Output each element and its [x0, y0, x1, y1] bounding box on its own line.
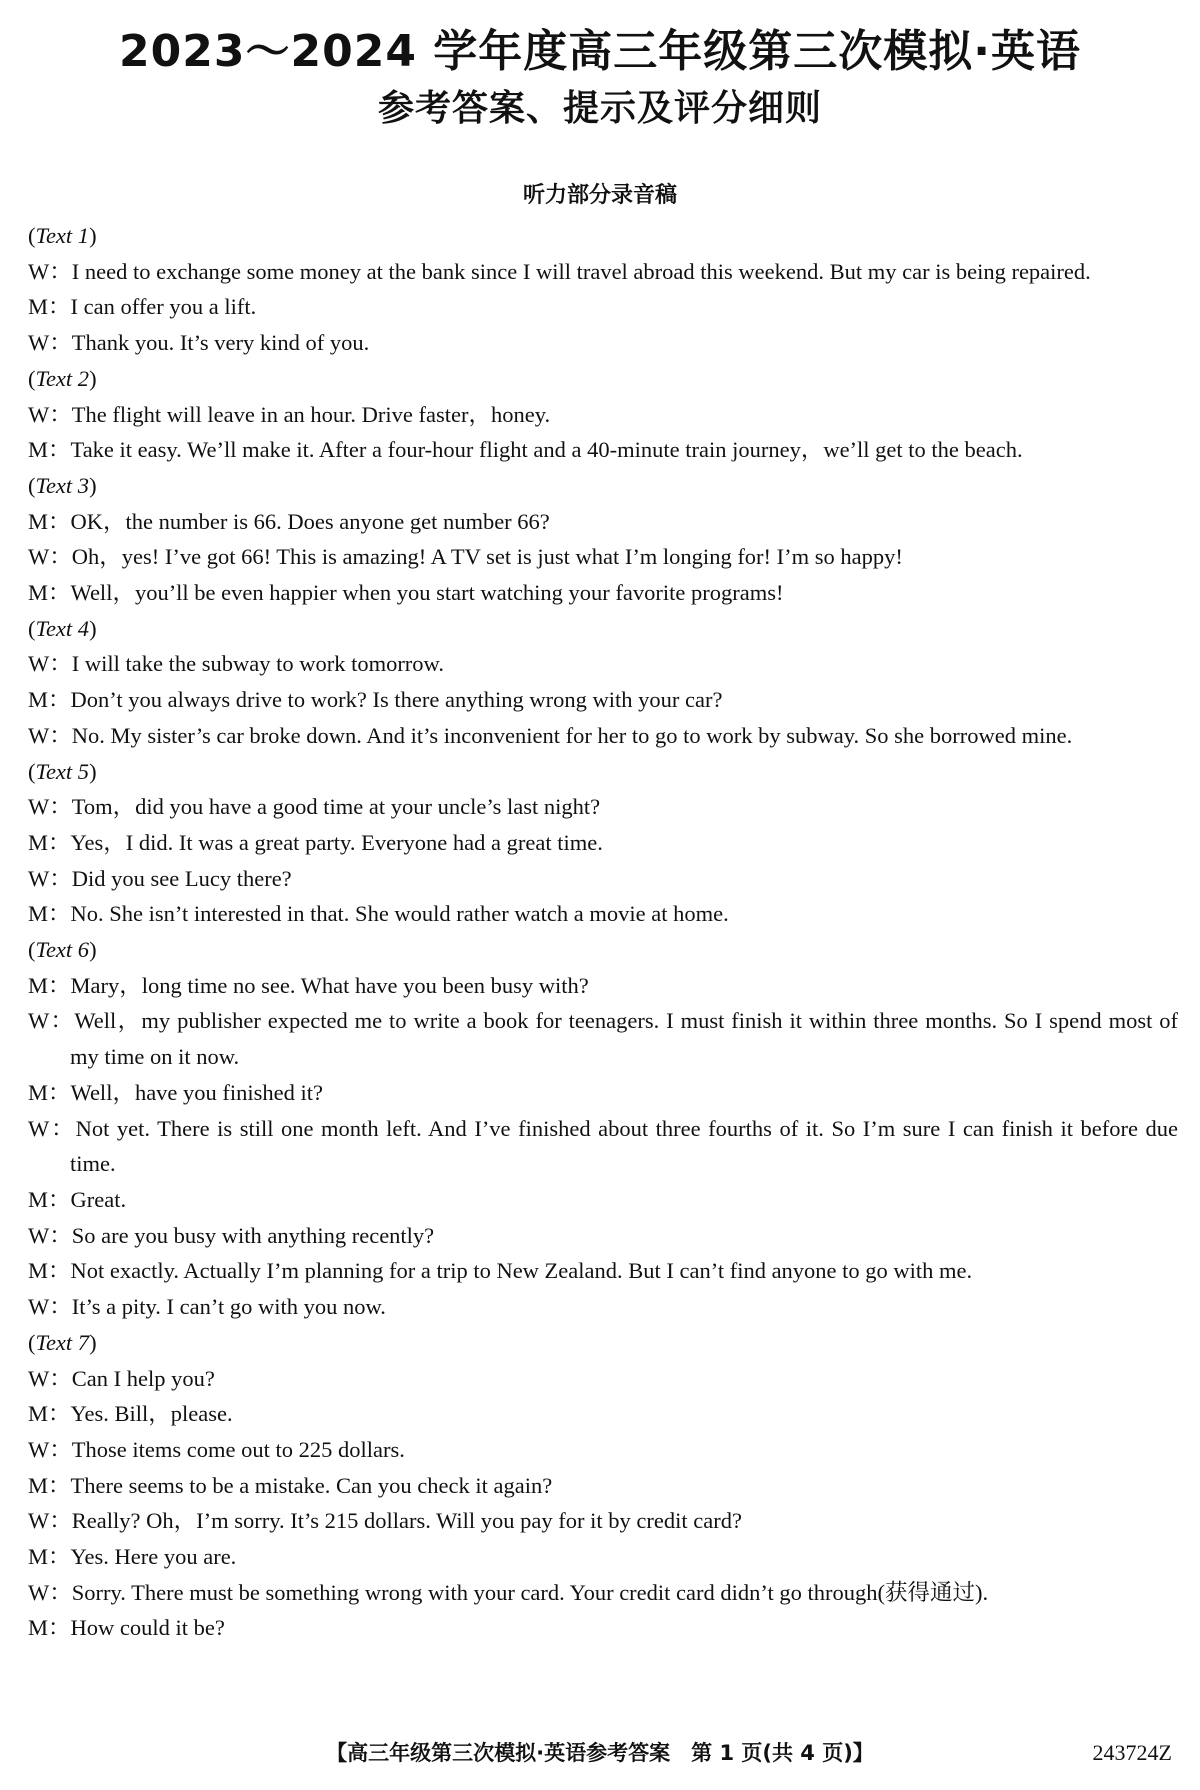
- text-section-label-text: Text 6: [35, 937, 90, 963]
- speaker-label: W：: [28, 1294, 72, 1320]
- dialogue-text: Well，have you finished it?: [70, 1079, 324, 1105]
- dialogue-text: Not yet. There is still one month left. And I’ve finished about three fourths of it. So I’m sure I can finish it before due time.: [70, 1115, 1178, 1177]
- speaker-label: M：: [28, 829, 71, 855]
- dialogue-text: The flight will leave in an hour. Drive faster，honey.: [71, 401, 551, 427]
- dialogue-text: There seems to be a mistake. Can you check it again?: [70, 1472, 553, 1498]
- dialogue-line: [28, 789, 1178, 825]
- dialogue-line: [28, 397, 1178, 433]
- speaker-label: W：: [28, 1436, 72, 1462]
- dialogue-line: [28, 1503, 1178, 1539]
- dialogue-text: Oh，yes! I’ve got 66! This is amazing! A TV set is just what I’m longing for! I’m so happy!: [71, 544, 903, 570]
- speaker-label: W：: [28, 258, 72, 284]
- dialogue-line: [28, 325, 1178, 361]
- dialogue-line: [28, 289, 1178, 325]
- text-section-label-text: Text 5: [35, 758, 90, 784]
- dialogue-text: Take it easy. We’ll make it. After a four-hour flight and a 40-minute train journey，we’ll get to the beach.: [70, 437, 1023, 463]
- dialogue-text: Well，my publisher expected me to write a book for teenagers. I must finish it within three months. So I spend most of my time on it now.: [70, 1008, 1178, 1070]
- dialogue-line: [28, 1610, 1178, 1646]
- speaker-label: M：: [28, 687, 71, 713]
- dialogue-line: [28, 1432, 1178, 1468]
- speaker-label: W：: [28, 651, 72, 677]
- text-section-label: (Text 1): [28, 223, 97, 248]
- speaker-label: W：: [28, 544, 72, 570]
- speaker-label: M：: [28, 1472, 71, 1498]
- speaker-label: M：: [28, 901, 71, 927]
- speaker-label: W：: [28, 1222, 72, 1248]
- dialogue-line: [28, 504, 1178, 540]
- dialogue-line: [28, 968, 1178, 1004]
- dialogue-line: [28, 718, 1178, 754]
- text-section-label: (Text 3): [28, 472, 97, 498]
- text-section-label: (Text 7): [28, 1329, 97, 1355]
- dialogue-text: Well，you’ll be even happier when you start watching your favorite programs!: [70, 580, 784, 606]
- speaker-label: M：: [28, 1401, 71, 1427]
- transcript-body: [28, 218, 1178, 1646]
- dialogue-text: Don’t you always drive to work? Is there anything wrong with your car?: [70, 687, 723, 713]
- speaker-label: W：: [28, 1508, 72, 1534]
- dialogue-line: [28, 896, 1178, 932]
- speaker-label: M：: [28, 1258, 71, 1284]
- dialogue-text: Did you see Lucy there?: [71, 865, 292, 891]
- dialogue-text: No. My sister’s car broke down. And it’s inconvenient for her to go to work by subway. So she borrowed mine.: [71, 722, 1073, 748]
- dialogue-line: [28, 1182, 1178, 1218]
- page-subtitle: 参考答案、提示及评分细则: [377, 88, 822, 129]
- speaker-label: M：: [28, 580, 71, 606]
- dialogue-text: Those items come out to 225 dollars.: [71, 1436, 405, 1462]
- dialogue-line: [28, 254, 1178, 290]
- dialogue-line: [28, 1075, 1178, 1111]
- dialogue-line: [28, 575, 1178, 611]
- speaker-label: W：: [28, 1115, 76, 1141]
- dialogue-text: Sorry. There must be something wrong with your card. Your credit card didn’t go through(获得通过).: [71, 1579, 989, 1605]
- dialogue-line: [28, 1575, 1178, 1611]
- text-section-label: (Text 2): [28, 365, 97, 391]
- speaker-label: W：: [28, 794, 72, 820]
- text-section-label-text: Text 7: [35, 1329, 90, 1355]
- speaker-label: W：: [28, 330, 72, 356]
- dialogue-text: How could it be?: [70, 1615, 225, 1641]
- speaker-label: M：: [28, 1186, 71, 1212]
- speaker-label: M：: [28, 1544, 71, 1570]
- page-footer: [0, 1737, 1200, 1769]
- speaker-label: M：: [28, 1079, 71, 1105]
- dialogue-line: [28, 825, 1178, 861]
- dialogue-text: Thank you. It’s very kind of you.: [71, 330, 370, 356]
- dialogue-text: Not exactly. Actually I’m planning for a trip to New Zealand. But I can’t find anyone to go with me.: [70, 1258, 973, 1284]
- footer-doc-code: 243724Z: [1092, 1740, 1172, 1765]
- speaker-label: M：: [28, 1615, 71, 1641]
- speaker-label: W：: [28, 1579, 72, 1605]
- dialogue-line: [28, 646, 1178, 682]
- section-heading: 听力部分录音稿: [522, 183, 677, 208]
- speaker-label: W：: [28, 1008, 75, 1034]
- dialogue-text: I need to exchange some money at the bank since I will travel abroad this weekend. But my car is being repaired.: [71, 258, 1091, 284]
- text-section-label-text: Text 3: [35, 472, 90, 498]
- dialogue-text: I will take the subway to work tomorrow.: [71, 651, 444, 677]
- dialogue-text: No. She isn’t interested in that. She would rather watch a movie at home.: [70, 901, 729, 927]
- dialogue-text: Mary，long time no see. What have you been busy with?: [70, 972, 589, 998]
- text-section-label: (Text 5): [28, 758, 97, 784]
- speaker-label: W：: [28, 1365, 72, 1391]
- dialogue-text: Yes. Bill，please.: [70, 1401, 233, 1427]
- dialogue-text: Really? Oh，I’m sorry. It’s 215 dollars. Will you pay for it by credit card?: [71, 1508, 742, 1534]
- dialogue-text: Can I help you?: [71, 1365, 215, 1391]
- footer-page-info: 【高三年级第三次模拟·英语参考答案 第 1 页(共 4 页)】: [326, 1741, 874, 1765]
- speaker-label: W：: [28, 401, 72, 427]
- text-section-label-text: Text 4: [35, 615, 90, 641]
- dialogue-line: [28, 1253, 1178, 1289]
- speaker-label: W：: [28, 722, 72, 748]
- dialogue-line: [28, 432, 1178, 468]
- dialogue-text: Tom，did you have a good time at your uncle’s last night?: [71, 794, 601, 820]
- dialogue-line: [28, 1289, 1178, 1325]
- dialogue-line: [28, 682, 1178, 718]
- speaker-label: M：: [28, 972, 71, 998]
- dialogue-line: [28, 861, 1178, 897]
- dialogue-text: Yes. Here you are.: [70, 1544, 237, 1570]
- dialogue-text: Yes，I did. It was a great party. Everyone had a great time.: [70, 829, 603, 855]
- dialogue-text: Great.: [70, 1186, 127, 1212]
- dialogue-line: [28, 1111, 1178, 1182]
- dialogue-line: [28, 1361, 1178, 1397]
- dialogue-text: It’s a pity. I can’t go with you now.: [71, 1294, 386, 1320]
- dialogue-line: [28, 1218, 1178, 1254]
- dialogue-line: [28, 539, 1178, 575]
- page-title: 2023～2024 学年度高三年级第三次模拟·英语: [119, 26, 1081, 77]
- text-section-label-text: Text 2: [35, 365, 90, 391]
- dialogue-line: [28, 1003, 1178, 1074]
- dialogue-line: [28, 1468, 1178, 1504]
- dialogue-text: So are you busy with anything recently?: [71, 1222, 435, 1248]
- dialogue-line: [28, 1539, 1178, 1575]
- speaker-label: M：: [28, 508, 71, 534]
- text-section-label-text: Text 1: [35, 223, 90, 248]
- dialogue-line: [28, 1396, 1178, 1432]
- speaker-label: W：: [28, 865, 72, 891]
- text-section-label: (Text 6): [28, 937, 97, 963]
- dialogue-text: I can offer you a lift.: [70, 294, 257, 320]
- speaker-label: M：: [28, 294, 71, 320]
- dialogue-text: OK，the number is 66. Does anyone get number 66?: [70, 508, 550, 534]
- text-section-label: (Text 4): [28, 615, 97, 641]
- speaker-label: M：: [28, 437, 71, 463]
